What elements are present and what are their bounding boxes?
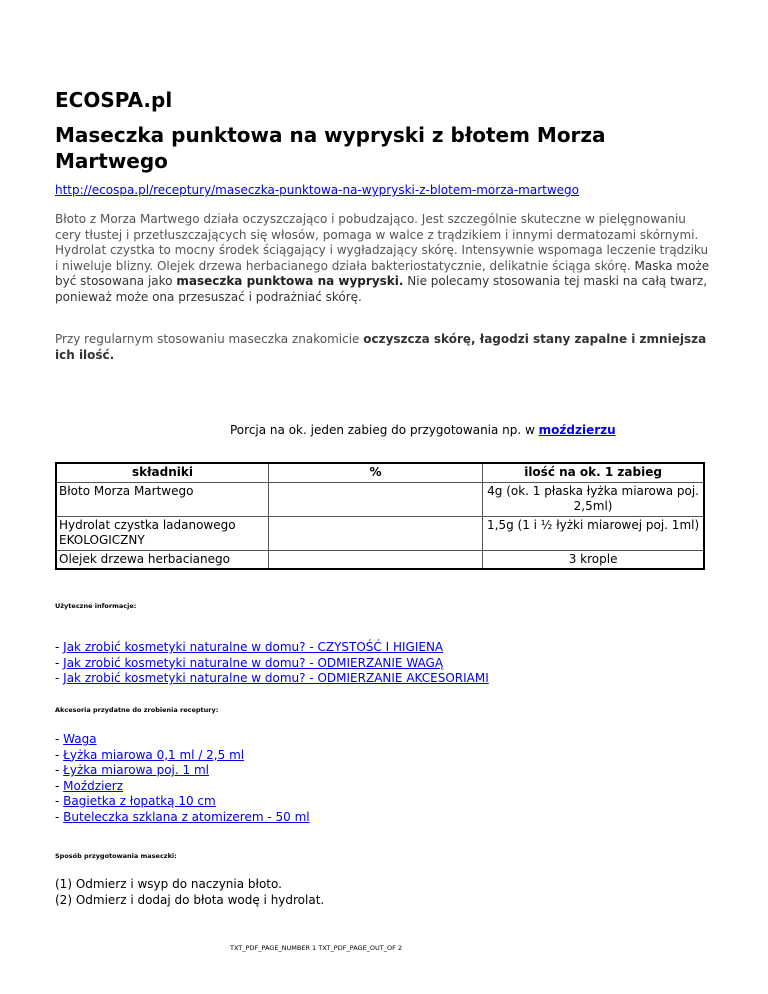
list-item — [55, 656, 715, 672]
accessories-list — [55, 732, 715, 825]
method-step: (1) Odmierz i wsyp do naczynia błoto. — [55, 877, 282, 891]
list-dash: - — [55, 794, 64, 808]
table-row — [56, 550, 704, 569]
useful-links-list — [55, 640, 715, 687]
list-item — [55, 640, 715, 656]
intro-paragraph — [55, 212, 710, 305]
list-dash: - — [55, 778, 64, 793]
table-row — [56, 516, 704, 550]
ingredient-percent — [268, 482, 482, 516]
table-row — [56, 482, 704, 516]
list-item — [55, 810, 715, 826]
header-quantity: ilość na ok. 1 zabieg — [483, 463, 704, 482]
useful-link-hygiene[interactable]: Jak zrobić kosmetyki naturalne w domu? - CZYSTOŚĆ I HIGIENA — [63, 640, 444, 654]
list-dash: - — [55, 809, 64, 824]
ingredient-name: Błoto Morza Martwego — [56, 482, 268, 516]
benefits-bold: oczyszcza skórę, łagodzi stany zapalne i zmniejsza ich ilość. — [55, 332, 707, 362]
useful-info-heading: Użyteczne informacje: — [55, 602, 137, 610]
intro-text: Błoto z Morza Martwego działa oczyszczająco i pobudzająco. Jest szczególnie skuteczne w pielęgnowaniu cery tłustej i przetłuszczających się włosów, pomaga w walce z trądzikiem i innymi dermatozami skórnymi. Hydrolat czystka to mocny środek ściągający i wygładzający skórę. Intensywnie wspomaga leczenie trądziku i niweluje blizny. Olejek drzewa herbacianego działa bakteriostatycznie, delikatnie ściąga skórę. — [55, 212, 709, 273]
intro-bold: maseczka punktowa na wypryski. — [176, 274, 404, 288]
list-item — [55, 671, 715, 687]
useful-link-accessories[interactable]: Jak zrobić kosmetyki naturalne w domu? - ODMIERZANIE AKCESORIAMI — [63, 671, 489, 685]
list-dash: - — [55, 655, 64, 670]
list-dash: - — [55, 732, 64, 746]
table-header-row — [56, 463, 704, 482]
ingredient-quantity: 4g (ok. 1 płaska łyżka miarowa poj. 2,5ml) — [483, 482, 704, 516]
ingredients-table — [55, 462, 705, 570]
page-footer: TXT_PDF_PAGE_NUMBER 1 TXT_PDF_PAGE_OUT_OF 2 — [230, 944, 403, 952]
mortar-link[interactable]: moździerzu — [538, 423, 616, 437]
header-percent: % — [268, 463, 482, 482]
ingredient-name: Olejek drzewa herbacianego — [56, 550, 268, 569]
benefits-text: Przy regularnym stosowaniu maseczka znakomicie — [55, 332, 364, 346]
list-item — [55, 794, 715, 810]
accessories-heading: Akcesoria przydatne do zrobienia receptury: — [55, 706, 219, 714]
ingredient-name: Hydrolat czystka ladanowego EKOLOGICZNY — [56, 516, 268, 550]
accessory-link-scale[interactable]: Waga — [63, 732, 97, 746]
list-item — [55, 732, 715, 748]
ingredient-quantity: 3 krople — [483, 550, 704, 569]
accessory-link-bottle[interactable]: Buteleczka szklana z atomizerem - 50 ml — [63, 809, 310, 824]
accessory-link-mortar[interactable]: Moździerz — [63, 778, 124, 793]
intro-text-dark: Maska może być stosowana jako — [55, 258, 710, 288]
method-step: (2) Odmierz i dodaj do błota wodę i hydrolat. — [55, 892, 325, 907]
accessory-link-spatula[interactable]: Bagietka z łopatką 10 cm — [63, 794, 216, 808]
site-name: ECOSPA.pl — [55, 88, 173, 112]
list-dash: - — [55, 747, 64, 762]
useful-link-scale[interactable]: Jak zrobić kosmetyki naturalne w domu? - ODMIERZANIE WAGĄ — [63, 655, 444, 670]
list-item — [55, 748, 715, 764]
list-dash: - — [55, 671, 64, 685]
accessory-link-spoon-1ml[interactable]: Łyżka miarowa poj. 1 ml — [63, 763, 209, 777]
list-item — [55, 763, 715, 779]
method-steps — [55, 877, 324, 908]
ingredient-percent — [268, 516, 482, 550]
intro-text-end: Nie polecamy stosowania tej maski na całą twarz, ponieważ może ona przesuszać i podrażniać skórę. — [55, 274, 708, 304]
page-title: Maseczka punktowa na wypryski z błotem Morza Martwego — [55, 123, 606, 173]
benefits-paragraph — [55, 332, 710, 363]
source-url-link[interactable]: http://ecospa.pl/receptury/maseczka-punktowa-na-wypryski-z-blotem-morza-martwego — [55, 183, 580, 197]
list-item — [55, 779, 715, 795]
accessory-link-spoon-small[interactable]: Łyżka miarowa 0,1 ml / 2,5 ml — [63, 747, 245, 762]
ingredient-quantity: 1,5g (1 i ½ łyżki miarowej poj. 1ml) — [483, 516, 704, 550]
list-dash: - — [55, 640, 64, 654]
header-ingredients: składniki — [56, 463, 268, 482]
portion-note — [230, 423, 616, 437]
list-dash: - — [55, 763, 64, 777]
ingredient-percent — [268, 550, 482, 569]
portion-text: Porcja na ok. jeden zabieg do przygotowania np. w — [230, 423, 539, 437]
method-heading: Sposób przygotowania maseczki: — [55, 852, 177, 860]
